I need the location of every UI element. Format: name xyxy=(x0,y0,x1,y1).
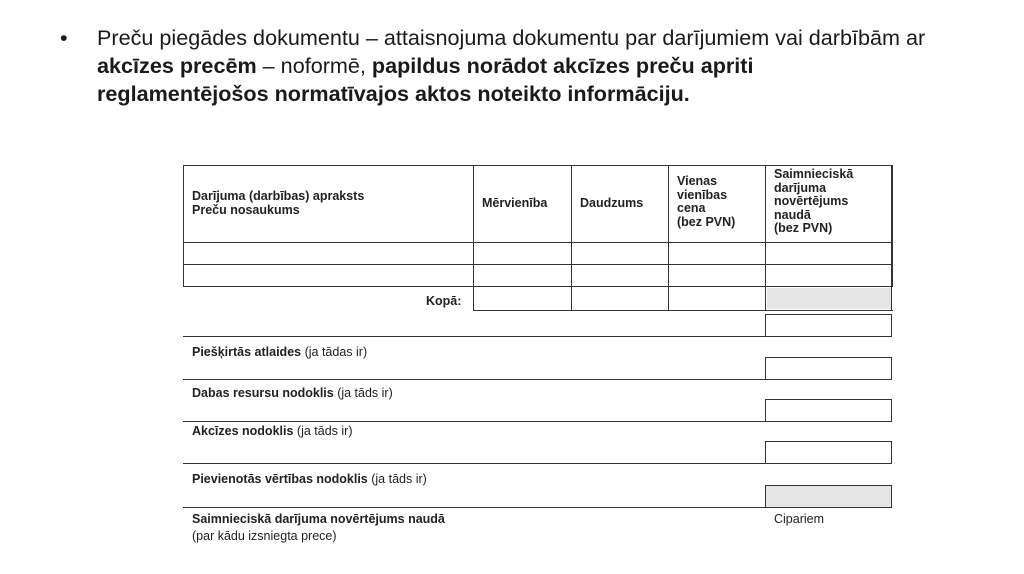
col-divider xyxy=(765,165,766,311)
total-label: Kopā: xyxy=(426,294,462,308)
header-unit-price: Vienas vienības cena (bez PVN) xyxy=(677,174,736,229)
header-unit: Mērvienība xyxy=(482,196,548,210)
header-description: Darījuma (darbības) apraksts Preču nosaukums xyxy=(192,189,365,217)
bullet-paragraph xyxy=(60,24,930,108)
bullet-icon: • xyxy=(60,25,68,50)
natural-resources-tax-label: Dabas resursu nodoklis (ja tāds ir) xyxy=(192,386,393,400)
total-value-label: Saimnieciskā darījuma novērtējums naudā (par kādu izsniegta prece) xyxy=(192,512,445,543)
col-divider xyxy=(473,165,474,311)
col-divider xyxy=(571,165,572,311)
col-divider xyxy=(668,165,669,311)
excise-tax-label: Akcīzes nodoklis (ja tāds ir) xyxy=(192,424,353,438)
col-divider xyxy=(891,165,892,311)
row-divider xyxy=(183,264,893,265)
total-value-box xyxy=(765,485,892,508)
header-value: Saimnieciskā darījuma novērtējums naudā (bez PVN) xyxy=(774,167,854,235)
summary-value-box xyxy=(765,357,892,380)
total-row-bottom xyxy=(473,310,893,311)
summary-divider xyxy=(183,336,766,337)
bullet-text-bold-additional: papildus norādot akcīzes preču apriti reglamentējošos normatīvajos aktos noteikto informāciju. xyxy=(97,53,754,106)
bullet-text-part: – noformē, xyxy=(256,53,372,78)
summary-divider xyxy=(183,421,766,422)
summary-value-box xyxy=(765,399,892,422)
digits-label: Cipariem xyxy=(774,512,825,526)
summary-divider xyxy=(183,463,766,464)
bullet-text xyxy=(97,24,930,108)
summary-value-box xyxy=(765,441,892,464)
summary-divider xyxy=(183,379,766,380)
total-value-shaded-cell xyxy=(767,288,891,309)
summary-divider xyxy=(183,507,766,508)
discounts-label: Piešķirtās atlaides (ja tādas ir) xyxy=(192,345,368,359)
bullet-text-part: Preču piegādes dokumentu – attaisnojuma dokumentu par darījumiem vai darbībām ar xyxy=(97,25,926,50)
summary-value-box xyxy=(765,314,892,337)
row-divider xyxy=(183,242,893,243)
bullet-text-bold-excise: akcīzes precēm xyxy=(97,53,257,78)
vat-label: Pievienotās vērtības nodoklis (ja tāds ir) xyxy=(192,472,427,486)
header-quantity: Daudzums xyxy=(580,196,644,210)
